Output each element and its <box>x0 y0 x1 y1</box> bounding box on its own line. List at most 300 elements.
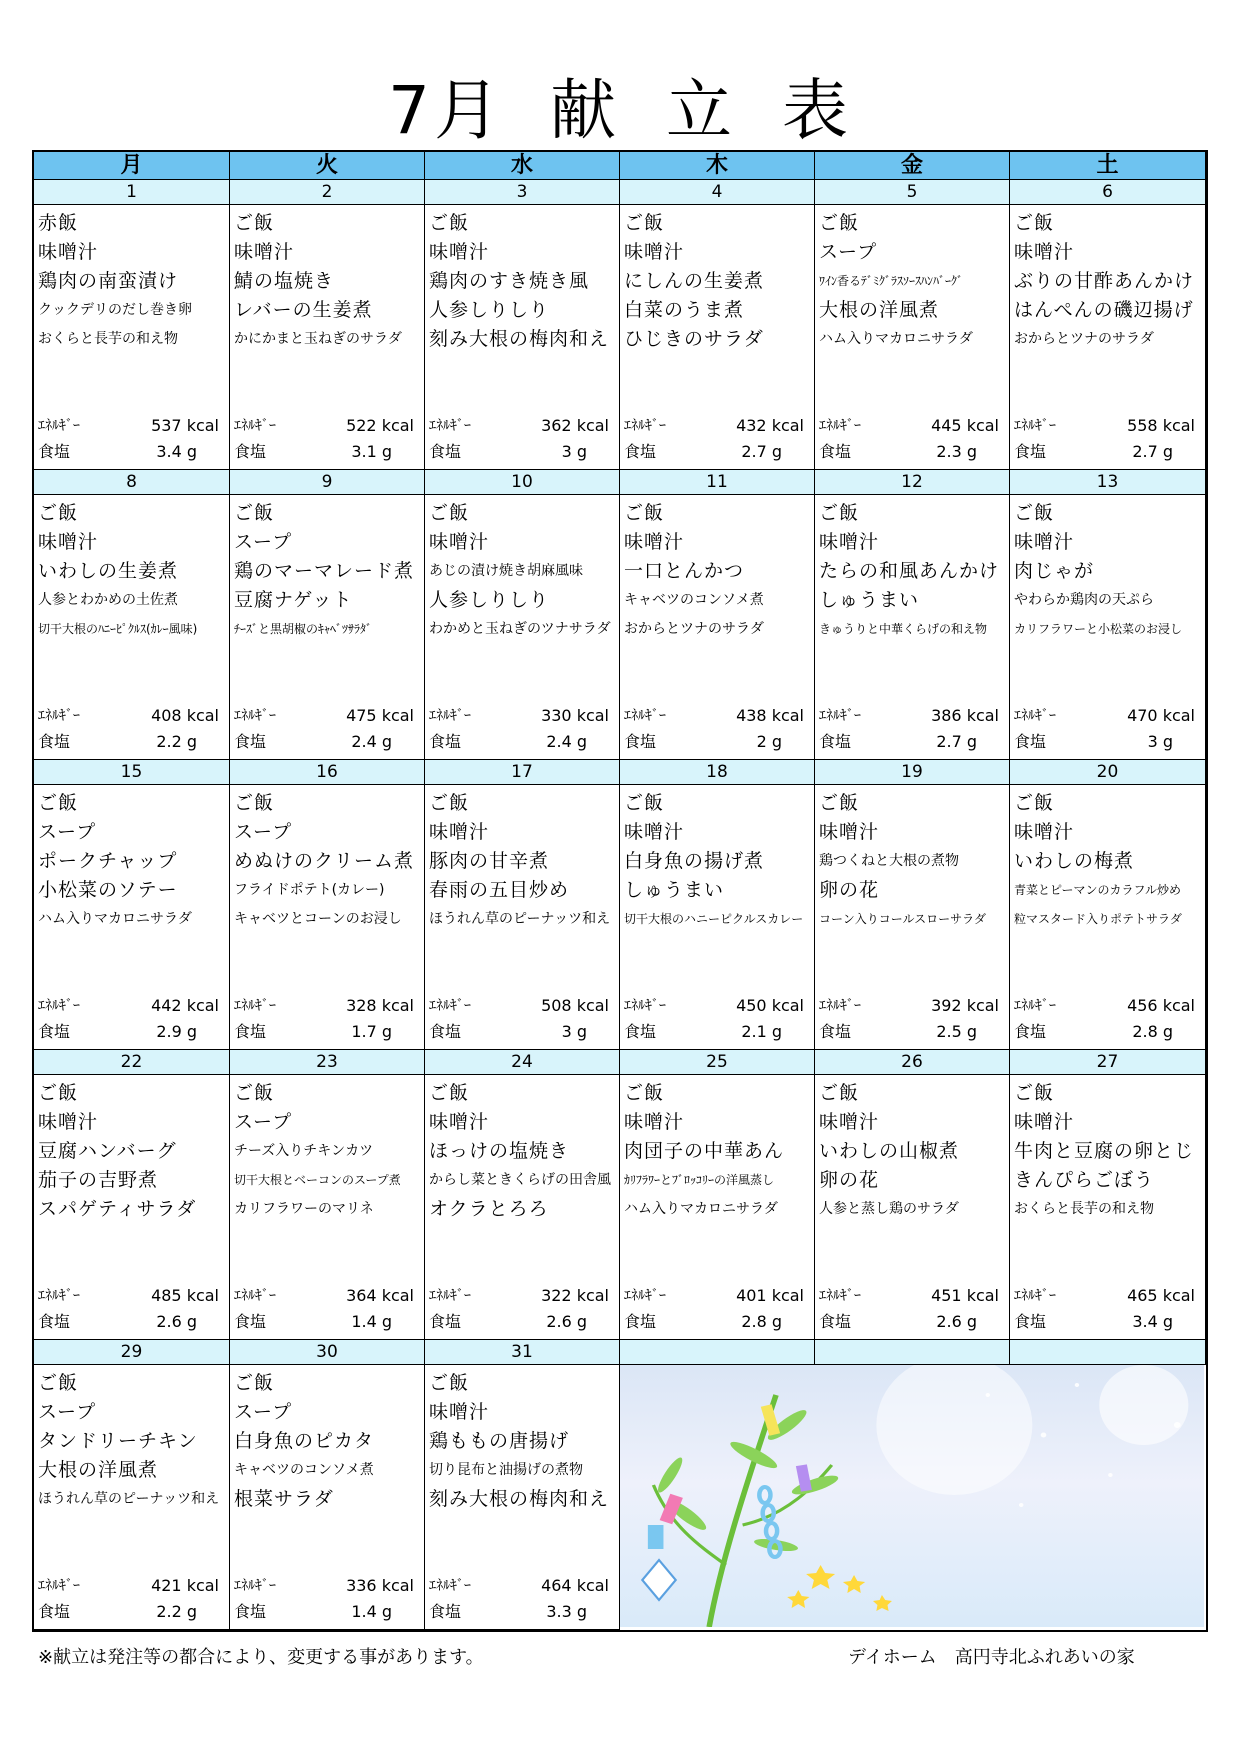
dish-item: めぬけのクリーム煮 <box>234 850 415 872</box>
energy-row <box>429 703 609 729</box>
salt-row <box>38 1599 219 1625</box>
dish-item: にしんの生姜煮 <box>624 270 765 292</box>
menu-cell <box>425 785 620 1050</box>
menu-cell <box>425 1365 620 1630</box>
energy-row <box>38 1283 219 1309</box>
dish-item: 一口とんかつ <box>624 560 745 582</box>
title-word-2: 立 <box>666 72 736 149</box>
energy-value: 392 kcal <box>931 996 999 1015</box>
dish-item: チーズ入りチキンカツ <box>234 1143 374 1159</box>
day-number: 13 <box>1010 470 1206 495</box>
dish-item: 切干大根のハニーピクルスカレー <box>624 912 804 926</box>
weekday-header: 水 <box>425 152 620 180</box>
day-number: 16 <box>230 760 425 785</box>
salt-label: 食塩 <box>1014 1312 1047 1331</box>
energy-label: ｴﾈﾙｷﾞｰ <box>624 998 666 1014</box>
dish-item: 大根の洋風煮 <box>819 299 940 321</box>
salt-row <box>1014 1309 1195 1335</box>
energy-value: 438 kcal <box>736 706 804 725</box>
salt-row <box>234 1019 414 1045</box>
dish-item: やわらか鶏肉の天ぷら <box>1014 592 1154 608</box>
dish-item: オクラとろろ <box>429 1198 549 1220</box>
energy-row <box>38 703 219 729</box>
salt-value: 2.1 g <box>741 1022 782 1041</box>
dish-item: 味噌汁 <box>1014 1111 1075 1133</box>
energy-row <box>1014 993 1195 1019</box>
dish-item: カリフラワーと小松菜のお浸し <box>1014 622 1183 636</box>
salt-label: 食塩 <box>624 732 657 751</box>
energy-value: 470 kcal <box>1127 706 1195 725</box>
energy-label: ｴﾈﾙｷﾞｰ <box>234 1288 276 1304</box>
energy-value: 408 kcal <box>151 706 219 725</box>
menu-cell <box>815 205 1010 470</box>
dish-item: キャベツとコーンのお浸し <box>234 911 402 927</box>
menu-cell <box>620 785 815 1050</box>
day-number: 10 <box>425 470 620 495</box>
dish-item: あじの漬け焼き胡麻風味 <box>429 563 583 579</box>
energy-value: 328 kcal <box>346 996 414 1015</box>
dish-item: 味噌汁 <box>38 241 99 263</box>
salt-row <box>234 439 414 465</box>
menu-cell <box>1010 1075 1206 1340</box>
dish-item: 鶏のマーマレード煮 <box>234 560 415 582</box>
menu-cell <box>34 1075 230 1340</box>
salt-value: 1.4 g <box>351 1602 392 1621</box>
dish-item: ハム入りマカロニサラダ <box>38 911 192 927</box>
dish-item: コーン入りコールスローサラダ <box>819 912 987 926</box>
energy-value: 456 kcal <box>1127 996 1195 1015</box>
salt-row <box>624 439 804 465</box>
salt-value: 2.6 g <box>936 1312 977 1331</box>
dish-item: 鶏ももの唐揚げ <box>429 1430 570 1452</box>
energy-value: 475 kcal <box>346 706 414 725</box>
salt-value: 2.2 g <box>156 732 197 751</box>
dish-item: ご飯 <box>38 1082 79 1104</box>
salt-value: 2.8 g <box>741 1312 782 1331</box>
dish-item: いわしの生姜煮 <box>38 560 179 582</box>
energy-value: 485 kcal <box>151 1286 219 1305</box>
dish-item: 人参と蒸し鶏のサラダ <box>819 1201 959 1217</box>
menu-cell <box>815 785 1010 1050</box>
day-number: 3 <box>425 180 620 205</box>
dish-item: 肉じゃが <box>1014 560 1095 582</box>
energy-label: ｴﾈﾙｷﾞｰ <box>234 998 276 1014</box>
energy-label: ｴﾈﾙｷﾞｰ <box>819 708 861 724</box>
title-word-3: 表 <box>782 72 852 149</box>
dish-item: フライドポテト(カレー) <box>234 882 385 898</box>
dish-item: スープ <box>234 531 293 553</box>
dish-item: 味噌汁 <box>38 531 99 553</box>
energy-value: 537 kcal <box>151 416 219 435</box>
menu-cell <box>230 205 425 470</box>
dish-item: いわしの梅煮 <box>1014 850 1135 872</box>
dish-item: 味噌汁 <box>429 1111 490 1133</box>
dish-item: しゅうまい <box>819 589 920 611</box>
day-number <box>620 1340 815 1365</box>
salt-label: 食塩 <box>1014 442 1047 461</box>
dish-item: おくらと長芋の和え物 <box>38 331 178 347</box>
menu-cell <box>230 1365 425 1630</box>
salt-value: 3.1 g <box>351 442 392 461</box>
dish-item: おくらと長芋の和え物 <box>1014 1201 1154 1217</box>
energy-row <box>38 413 219 439</box>
energy-row <box>234 1573 414 1599</box>
dish-item: ご飯 <box>624 212 665 234</box>
salt-label: 食塩 <box>1014 732 1047 751</box>
salt-value: 3.4 g <box>1132 1312 1173 1331</box>
energy-row <box>429 1573 609 1599</box>
salt-value: 2.7 g <box>1132 442 1173 461</box>
energy-label: ｴﾈﾙｷﾞｰ <box>819 1288 861 1304</box>
menu-cell <box>34 785 230 1050</box>
salt-row <box>234 1309 414 1335</box>
energy-label: ｴﾈﾙｷﾞｰ <box>38 998 80 1014</box>
energy-label: ｴﾈﾙｷﾞｰ <box>1014 1288 1056 1304</box>
day-number: 18 <box>620 760 815 785</box>
salt-value: 3 g <box>561 442 587 461</box>
salt-label: 食塩 <box>234 1312 267 1331</box>
title-word-1: 献 <box>550 72 620 149</box>
dish-item: カリフラワーのマリネ <box>234 1201 374 1217</box>
dish-item: 鯖の塩焼き <box>234 270 335 292</box>
dish-item: スープ <box>234 821 293 843</box>
dish-item: ｶﾘﾌﾗﾜｰとﾌﾞﾛｯｺﾘｰの洋風蒸し <box>624 1173 775 1187</box>
energy-value: 322 kcal <box>541 1286 609 1305</box>
dish-item: 人参とわかめの土佐煮 <box>38 592 178 608</box>
dish-item: 大根の洋風煮 <box>38 1459 159 1481</box>
dish-item: ﾜｲﾝ香るﾃﾞﾐｸﾞﾗｽｿｰｽﾊﾝﾊﾞｰｸﾞ <box>819 274 964 288</box>
energy-value: 362 kcal <box>541 416 609 435</box>
menu-cell <box>620 495 815 760</box>
menu-cell <box>1010 205 1206 470</box>
salt-label: 食塩 <box>38 1602 71 1621</box>
day-number: 22 <box>34 1050 230 1075</box>
energy-label: ｴﾈﾙｷﾞｰ <box>234 708 276 724</box>
day-number: 25 <box>620 1050 815 1075</box>
energy-value: 465 kcal <box>1127 1286 1195 1305</box>
dish-item: 人参しりしり <box>429 299 550 321</box>
salt-label: 食塩 <box>819 1312 852 1331</box>
day-number: 19 <box>815 760 1010 785</box>
dish-item: ご飯 <box>624 792 665 814</box>
dish-item: 赤飯 <box>38 212 79 234</box>
menu-cell <box>1010 495 1206 760</box>
energy-value: 330 kcal <box>541 706 609 725</box>
dish-item: スープ <box>819 241 878 263</box>
energy-label: ｴﾈﾙｷﾞｰ <box>819 998 861 1014</box>
dish-item: ほうれん草のピーナッツ和え <box>429 911 611 927</box>
dish-item: ご飯 <box>1014 1082 1055 1104</box>
energy-row <box>819 703 999 729</box>
salt-label: 食塩 <box>234 1022 267 1041</box>
dish-item: ご飯 <box>234 1372 275 1394</box>
dish-item: 白菜のうま煮 <box>624 299 745 321</box>
day-number: 27 <box>1010 1050 1206 1075</box>
dish-item: ほうれん草のピーナッツ和え <box>38 1491 220 1507</box>
dish-item: 味噌汁 <box>429 1401 490 1423</box>
day-number: 2 <box>230 180 425 205</box>
dish-item: ご飯 <box>429 1372 470 1394</box>
dish-item: 味噌汁 <box>624 1111 685 1133</box>
dish-item: ご飯 <box>819 502 860 524</box>
dish-item: スープ <box>234 1401 293 1423</box>
dish-item: 人参しりしり <box>429 589 550 611</box>
dish-item: 味噌汁 <box>1014 821 1075 843</box>
day-number: 24 <box>425 1050 620 1075</box>
dish-item: スープ <box>38 1401 97 1423</box>
dish-item: 味噌汁 <box>429 821 490 843</box>
salt-label: 食塩 <box>38 732 71 751</box>
salt-label: 食塩 <box>234 1602 267 1621</box>
dish-item: キャベツのコンソメ煮 <box>624 592 764 608</box>
energy-label: ｴﾈﾙｷﾞｰ <box>38 1288 80 1304</box>
day-number: 30 <box>230 1340 425 1365</box>
dish-item: きゅうりと中華くらげの和え物 <box>819 622 988 636</box>
energy-value: 464 kcal <box>541 1576 609 1595</box>
salt-row <box>624 1309 804 1335</box>
dish-item: ほっけの塩焼き <box>429 1140 570 1162</box>
dish-item: ご飯 <box>624 502 665 524</box>
dish-item: ご飯 <box>429 792 470 814</box>
weekday-header: 月 <box>34 152 230 180</box>
day-number: 20 <box>1010 760 1206 785</box>
day-number: 6 <box>1010 180 1206 205</box>
salt-value: 3 g <box>561 1022 587 1041</box>
dish-item: 味噌汁 <box>624 241 685 263</box>
dish-item: はんぺんの磯辺揚げ <box>1014 299 1194 321</box>
dish-item: ご飯 <box>38 502 79 524</box>
dish-item: タンドリーチキン <box>38 1430 198 1452</box>
day-number: 11 <box>620 470 815 495</box>
salt-value: 3.3 g <box>546 1602 587 1621</box>
salt-label: 食塩 <box>429 732 462 751</box>
dish-item: 味噌汁 <box>429 241 490 263</box>
weekday-header: 土 <box>1010 152 1206 180</box>
dish-item: 味噌汁 <box>819 1111 880 1133</box>
dish-item: ご飯 <box>429 212 470 234</box>
salt-label: 食塩 <box>819 442 852 461</box>
salt-label: 食塩 <box>429 1312 462 1331</box>
dish-item: 味噌汁 <box>1014 531 1075 553</box>
dish-item: 豆腐ハンバーグ <box>38 1140 177 1162</box>
day-number: 26 <box>815 1050 1010 1075</box>
day-number: 8 <box>34 470 230 495</box>
energy-value: 364 kcal <box>346 1286 414 1305</box>
salt-label: 食塩 <box>38 1022 71 1041</box>
energy-label: ｴﾈﾙｷﾞｰ <box>38 1578 80 1594</box>
energy-value: 450 kcal <box>736 996 804 1015</box>
energy-row <box>234 1283 414 1309</box>
salt-value: 2.7 g <box>936 732 977 751</box>
change-notice: ※献立は発注等の都合により、変更する事があります。 <box>38 1647 484 1668</box>
dish-item: ご飯 <box>38 792 79 814</box>
energy-label: ｴﾈﾙｷﾞｰ <box>819 418 861 434</box>
salt-value: 1.7 g <box>351 1022 392 1041</box>
energy-row <box>234 993 414 1019</box>
dish-item: 青菜とピーマンのカラフル炒め <box>1014 883 1182 897</box>
dish-item: 味噌汁 <box>819 821 880 843</box>
dish-item: からし菜ときくらげの田舎風 <box>429 1172 611 1188</box>
energy-row <box>429 1283 609 1309</box>
salt-row <box>819 1309 999 1335</box>
energy-value: 386 kcal <box>931 706 999 725</box>
energy-row <box>819 1283 999 1309</box>
salt-row <box>819 439 999 465</box>
energy-row <box>624 413 804 439</box>
energy-label: ｴﾈﾙｷﾞｰ <box>429 998 471 1014</box>
salt-row <box>234 729 414 755</box>
salt-label: 食塩 <box>38 442 71 461</box>
dish-item: 味噌汁 <box>624 821 685 843</box>
salt-value: 2.4 g <box>546 732 587 751</box>
salt-value: 3.4 g <box>156 442 197 461</box>
energy-label: ｴﾈﾙｷﾞｰ <box>624 1288 666 1304</box>
dish-item: 白身魚の揚げ煮 <box>624 850 765 872</box>
menu-cell <box>425 495 620 760</box>
salt-value: 2 g <box>756 732 782 751</box>
dish-item: 味噌汁 <box>234 241 295 263</box>
dish-item: ぶりの甘酢あんかけ <box>1014 270 1195 292</box>
salt-value: 3 g <box>1147 732 1173 751</box>
day-number: 12 <box>815 470 1010 495</box>
energy-value: 442 kcal <box>151 996 219 1015</box>
salt-row <box>819 1019 999 1045</box>
salt-value: 2.8 g <box>1132 1022 1173 1041</box>
salt-label: 食塩 <box>624 442 657 461</box>
energy-value: 432 kcal <box>736 416 804 435</box>
salt-row <box>1014 439 1195 465</box>
energy-value: 445 kcal <box>931 416 999 435</box>
salt-row <box>429 729 609 755</box>
energy-label: ｴﾈﾙｷﾞｰ <box>1014 418 1056 434</box>
salt-label: 食塩 <box>429 1022 462 1041</box>
salt-row <box>38 729 219 755</box>
dish-item: 卵の花 <box>819 879 880 901</box>
salt-row <box>429 1309 609 1335</box>
salt-label: 食塩 <box>819 1022 852 1041</box>
dish-item: ご飯 <box>1014 212 1055 234</box>
day-number: 17 <box>425 760 620 785</box>
energy-value: 401 kcal <box>736 1286 804 1305</box>
day-number: 9 <box>230 470 425 495</box>
salt-row <box>429 1019 609 1045</box>
menu-calendar <box>32 150 1208 1632</box>
day-number: 31 <box>425 1340 620 1365</box>
dish-item: 茄子の吉野煮 <box>38 1169 159 1191</box>
day-number: 23 <box>230 1050 425 1075</box>
day-number: 4 <box>620 180 815 205</box>
dish-item: おからとツナのサラダ <box>624 621 764 637</box>
day-number: 15 <box>34 760 230 785</box>
energy-row <box>819 993 999 1019</box>
salt-row <box>429 1599 609 1625</box>
dish-item: おからとツナのサラダ <box>1014 331 1154 347</box>
energy-row <box>38 1573 219 1599</box>
salt-label: 食塩 <box>234 442 267 461</box>
energy-label: ｴﾈﾙｷﾞｰ <box>234 1578 276 1594</box>
energy-label: ｴﾈﾙｷﾞｰ <box>38 418 80 434</box>
energy-value: 421 kcal <box>151 1576 219 1595</box>
dish-item: いわしの山椒煮 <box>819 1140 960 1162</box>
energy-row <box>429 993 609 1019</box>
dish-item: 小松菜のソテー <box>38 879 178 901</box>
energy-row <box>819 413 999 439</box>
salt-label: 食塩 <box>624 1312 657 1331</box>
salt-row <box>1014 1019 1195 1045</box>
energy-label: ｴﾈﾙｷﾞｰ <box>429 1578 471 1594</box>
salt-row <box>819 729 999 755</box>
dish-item: 味噌汁 <box>1014 241 1075 263</box>
dish-item: 鶏つくねと大根の煮物 <box>819 853 959 869</box>
dish-item: スパゲティサラダ <box>38 1198 197 1220</box>
dish-item: 根菜サラダ <box>234 1488 334 1510</box>
energy-row <box>38 993 219 1019</box>
dish-item: クックデリのだし巻き卵 <box>38 302 192 318</box>
dish-item: しゅうまい <box>624 879 725 901</box>
menu-cell <box>230 495 425 760</box>
salt-value: 2.7 g <box>741 442 782 461</box>
dish-item: 刻み大根の梅肉和え <box>429 328 610 350</box>
menu-cell <box>620 205 815 470</box>
energy-label: ｴﾈﾙｷﾞｰ <box>1014 708 1056 724</box>
energy-row <box>1014 413 1195 439</box>
dish-item: 春雨の五目炒め <box>429 879 570 901</box>
menu-cell <box>1010 785 1206 1050</box>
dish-item: 豆腐ナゲット <box>234 589 353 611</box>
dish-item: ひじきのサラダ <box>624 328 764 350</box>
dish-item: ご飯 <box>429 502 470 524</box>
page-title <box>0 66 1240 156</box>
title-month: 7月 <box>388 72 504 149</box>
energy-label: ｴﾈﾙｷﾞｰ <box>624 708 666 724</box>
dish-item: わかめと玉ねぎのツナサラダ <box>429 621 611 637</box>
salt-row <box>234 1599 414 1625</box>
salt-value: 2.9 g <box>156 1022 197 1041</box>
energy-label: ｴﾈﾙｷﾞｰ <box>429 708 471 724</box>
dish-item: 鶏肉のすき焼き風 <box>429 270 590 292</box>
energy-value: 558 kcal <box>1127 416 1195 435</box>
dish-item: ご飯 <box>38 1372 79 1394</box>
menu-cell <box>815 1075 1010 1340</box>
energy-label: ｴﾈﾙｷﾞｰ <box>429 1288 471 1304</box>
dish-item: ご飯 <box>429 1082 470 1104</box>
dish-item: 味噌汁 <box>624 531 685 553</box>
energy-label: ｴﾈﾙｷﾞｰ <box>1014 998 1056 1014</box>
salt-value: 1.4 g <box>351 1312 392 1331</box>
salt-value: 2.6 g <box>156 1312 197 1331</box>
day-number: 1 <box>34 180 230 205</box>
day-number: 29 <box>34 1340 230 1365</box>
dish-item: 肉団子の中華あん <box>624 1140 785 1162</box>
dish-item: キャベツのコンソメ煮 <box>234 1462 374 1478</box>
salt-row <box>624 1019 804 1045</box>
dish-item: ご飯 <box>819 1082 860 1104</box>
energy-row <box>234 413 414 439</box>
dish-item: 味噌汁 <box>819 531 880 553</box>
menu-cell <box>425 205 620 470</box>
dish-item: 牛肉と豆腐の卵とじ <box>1014 1140 1195 1162</box>
energy-value: 451 kcal <box>931 1286 999 1305</box>
salt-value: 2.3 g <box>936 442 977 461</box>
menu-cell <box>230 785 425 1050</box>
energy-row <box>624 993 804 1019</box>
dish-item: きんぴらごぼう <box>1014 1169 1155 1191</box>
menu-cell <box>34 1365 230 1630</box>
dish-item: 味噌汁 <box>38 1111 99 1133</box>
salt-row <box>38 1309 219 1335</box>
salt-label: 食塩 <box>234 732 267 751</box>
facility-name: デイホーム 高円寺北ふれあいの家 <box>848 1647 1135 1668</box>
